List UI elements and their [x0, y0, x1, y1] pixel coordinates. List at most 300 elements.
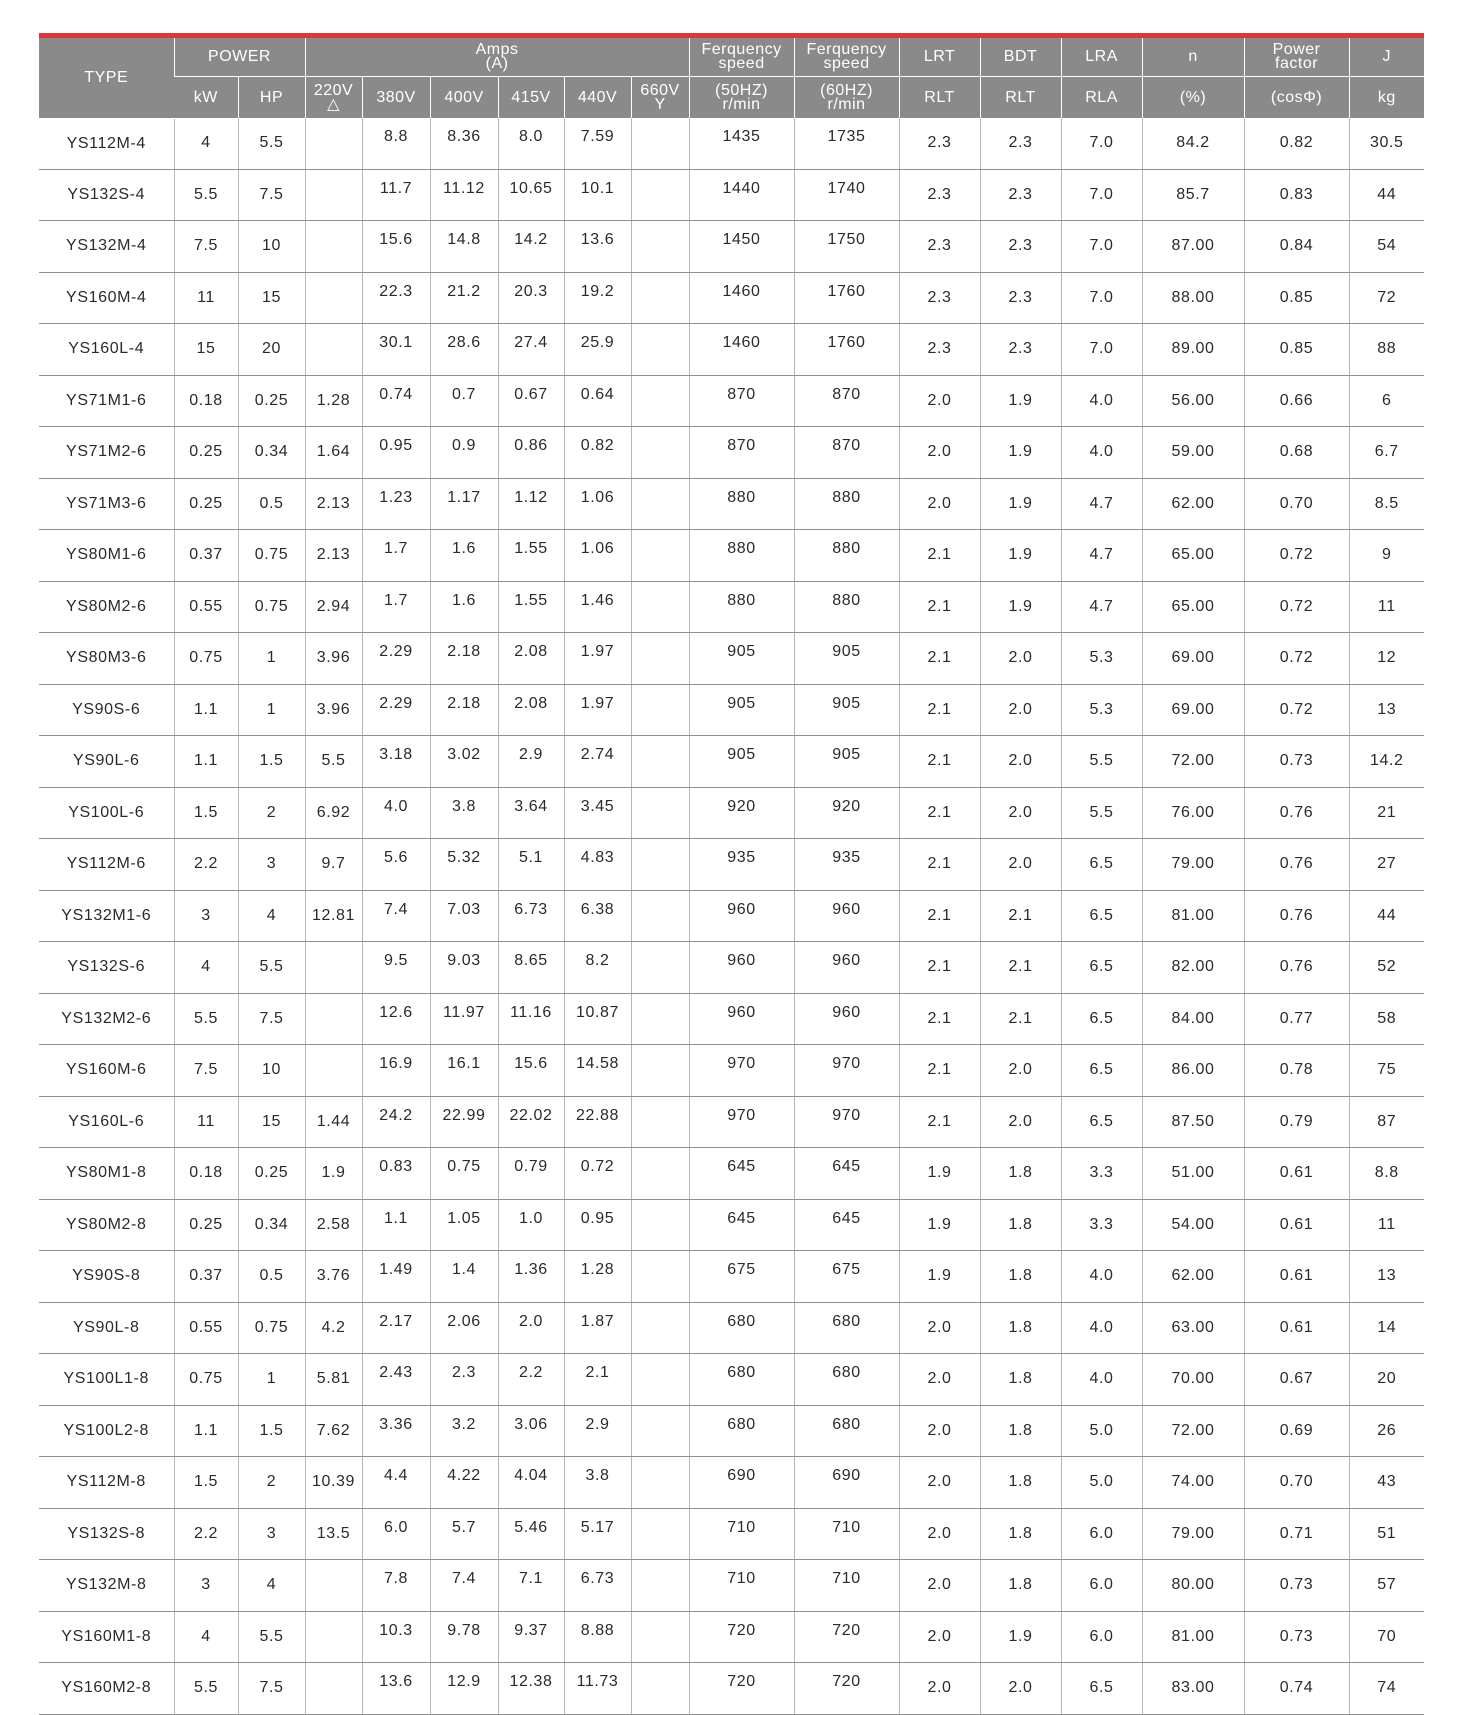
cell-bdt: 2.1: [980, 993, 1061, 1045]
cell-bdt: 1.9: [980, 427, 1061, 479]
cell-amps-400v: 2.18: [430, 684, 498, 736]
cell-amps-380v: 1.1: [362, 1199, 430, 1251]
cell-amps-440v: 22.88: [564, 1096, 631, 1148]
cell-amps-415v: 5.1: [498, 839, 564, 891]
cell-amps-380v: 2.43: [362, 1354, 430, 1406]
cell-lra: 7.0: [1061, 221, 1142, 273]
cell-speed-50hz: 905: [689, 684, 794, 736]
cell-amps-380v: 16.9: [362, 1045, 430, 1097]
cell-lra: 5.5: [1061, 787, 1142, 839]
cell-amps-400v: 28.6: [430, 324, 498, 376]
cell-bdt: 2.1: [980, 942, 1061, 994]
cell-amps-440v: 5.17: [564, 1508, 631, 1560]
cell-type: YS100L2-8: [39, 1405, 174, 1457]
header-660v: [631, 77, 689, 119]
cell-power-factor: 0.83: [1244, 169, 1349, 221]
cell-amps-415v: 0.79: [498, 1148, 564, 1200]
cell-speed-60hz: 960: [794, 942, 899, 994]
cell-amps-660v: [631, 787, 689, 839]
cell-amps-660v: [631, 633, 689, 685]
table-row: [39, 1405, 1424, 1457]
cell-kw: 3: [174, 1560, 238, 1612]
cell-hp: 10: [238, 221, 305, 273]
cell-speed-60hz: 870: [794, 427, 899, 479]
header-400v: 400V: [430, 77, 498, 119]
cell-amps-440v: 7.59: [564, 118, 631, 169]
cell-amps-440v: 1.06: [564, 478, 631, 530]
cell-amps-380v: 10.3: [362, 1611, 430, 1663]
cell-speed-50hz: 905: [689, 736, 794, 788]
cell-type: YS90L-6: [39, 736, 174, 788]
cell-inertia: 20: [1349, 1354, 1424, 1406]
cell-efficiency: 86.00: [1142, 1045, 1244, 1097]
cell-hp: 1: [238, 633, 305, 685]
cell-amps-440v: 3.45: [564, 787, 631, 839]
cell-lrt: 2.0: [899, 1405, 980, 1457]
header-power-factor-line2: factor: [1275, 55, 1319, 72]
cell-kw: 3: [174, 890, 238, 942]
cell-inertia: 43: [1349, 1457, 1424, 1509]
cell-amps-660v: [631, 1148, 689, 1200]
cell-hp: 0.25: [238, 1148, 305, 1200]
cell-kw: 5.5: [174, 169, 238, 221]
cell-inertia: 70: [1349, 1611, 1424, 1663]
cell-lra: 7.0: [1061, 118, 1142, 169]
cell-inertia: 44: [1349, 890, 1424, 942]
cell-efficiency: 74.00: [1142, 1457, 1244, 1509]
cell-power-factor: 0.71: [1244, 1508, 1349, 1560]
cell-lrt: 1.9: [899, 1199, 980, 1251]
cell-bdt: 1.8: [980, 1148, 1061, 1200]
cell-kw: 0.25: [174, 1199, 238, 1251]
cell-amps-380v: 3.36: [362, 1405, 430, 1457]
cell-amps-220v: 1.44: [305, 1096, 362, 1148]
cell-bdt: 1.9: [980, 478, 1061, 530]
cell-lra: 6.0: [1061, 1611, 1142, 1663]
cell-amps-380v: 24.2: [362, 1096, 430, 1148]
cell-lrt: 2.0: [899, 1354, 980, 1406]
cell-type: YS80M1-8: [39, 1148, 174, 1200]
cell-kw: 1.5: [174, 1457, 238, 1509]
cell-speed-50hz: 960: [689, 890, 794, 942]
cell-hp: 0.75: [238, 1302, 305, 1354]
cell-lrt: 2.1: [899, 942, 980, 994]
cell-amps-440v: 13.6: [564, 221, 631, 273]
cell-hp: 7.5: [238, 993, 305, 1045]
cell-inertia: 44: [1349, 169, 1424, 221]
cell-efficiency: 89.00: [1142, 324, 1244, 376]
cell-inertia: 14: [1349, 1302, 1424, 1354]
cell-efficiency: 79.00: [1142, 839, 1244, 891]
table-row: [39, 890, 1424, 942]
cell-efficiency: 88.00: [1142, 272, 1244, 324]
cell-inertia: 58: [1349, 993, 1424, 1045]
cell-amps-415v: 1.55: [498, 581, 564, 633]
cell-speed-50hz: 680: [689, 1405, 794, 1457]
cell-speed-50hz: 960: [689, 993, 794, 1045]
cell-amps-380v: 3.18: [362, 736, 430, 788]
cell-efficiency: 54.00: [1142, 1199, 1244, 1251]
header-415v: 415V: [498, 77, 564, 119]
cell-speed-50hz: 880: [689, 581, 794, 633]
cell-speed-60hz: 905: [794, 684, 899, 736]
cell-inertia: 9: [1349, 530, 1424, 582]
header-power: POWER: [174, 38, 305, 77]
cell-amps-660v: [631, 118, 689, 169]
cell-kw: 7.5: [174, 221, 238, 273]
cell-speed-50hz: 880: [689, 478, 794, 530]
cell-hp: 3: [238, 839, 305, 891]
cell-amps-440v: 10.1: [564, 169, 631, 221]
cell-amps-660v: [631, 1405, 689, 1457]
table-row: [39, 1354, 1424, 1406]
cell-speed-50hz: 935: [689, 839, 794, 891]
cell-lra: 6.5: [1061, 993, 1142, 1045]
cell-type: YS71M3-6: [39, 478, 174, 530]
cell-type: YS132M-4: [39, 221, 174, 273]
cell-hp: 1.5: [238, 1405, 305, 1457]
cell-hp: 0.5: [238, 478, 305, 530]
cell-amps-220v: 5.5: [305, 736, 362, 788]
cell-speed-50hz: 680: [689, 1354, 794, 1406]
cell-speed-60hz: 710: [794, 1560, 899, 1612]
cell-amps-415v: 2.2: [498, 1354, 564, 1406]
cell-type: YS100L1-8: [39, 1354, 174, 1406]
table-row: [39, 478, 1424, 530]
cell-lra: 4.0: [1061, 427, 1142, 479]
cell-speed-60hz: 645: [794, 1199, 899, 1251]
cell-amps-415v: 20.3: [498, 272, 564, 324]
cell-type: YS112M-4: [39, 118, 174, 169]
header-kg: kg: [1349, 77, 1424, 119]
cell-power-factor: 0.76: [1244, 890, 1349, 942]
cell-amps-400v: 1.17: [430, 478, 498, 530]
table-row: [39, 839, 1424, 891]
header-660v-line2: Y: [654, 95, 666, 113]
cell-amps-440v: 10.87: [564, 993, 631, 1045]
cell-speed-60hz: 970: [794, 1096, 899, 1148]
cell-bdt: 2.0: [980, 1096, 1061, 1148]
cell-power-factor: 0.72: [1244, 633, 1349, 685]
cell-bdt: 1.9: [980, 530, 1061, 582]
cell-lrt: 2.1: [899, 787, 980, 839]
cell-speed-60hz: 1740: [794, 169, 899, 221]
cell-amps-220v: [305, 1560, 362, 1612]
cell-hp: 1: [238, 684, 305, 736]
cell-lrt: 2.1: [899, 530, 980, 582]
cell-type: YS132M-8: [39, 1560, 174, 1612]
cell-kw: 0.18: [174, 1148, 238, 1200]
cell-amps-440v: 1.06: [564, 530, 631, 582]
cell-amps-440v: 3.8: [564, 1457, 631, 1509]
cell-amps-440v: 6.73: [564, 1560, 631, 1612]
cell-efficiency: 56.00: [1142, 375, 1244, 427]
header-freq-60: [794, 38, 899, 77]
header-freq-50-line1: Ferquency: [701, 41, 782, 58]
cell-amps-380v: 9.5: [362, 942, 430, 994]
cell-kw: 1.1: [174, 736, 238, 788]
table-row: [39, 118, 1424, 169]
cell-lra: 6.5: [1061, 890, 1142, 942]
cell-amps-415v: 0.86: [498, 427, 564, 479]
cell-efficiency: 72.00: [1142, 1405, 1244, 1457]
cell-kw: 4: [174, 118, 238, 169]
cell-inertia: 30.5: [1349, 118, 1424, 169]
cell-amps-220v: 7.62: [305, 1405, 362, 1457]
header-percent: (%): [1142, 77, 1244, 119]
cell-speed-60hz: 920: [794, 787, 899, 839]
table-row: [39, 1560, 1424, 1612]
cell-amps-440v: 8.88: [564, 1611, 631, 1663]
cell-amps-415v: 2.08: [498, 684, 564, 736]
cell-speed-60hz: 905: [794, 633, 899, 685]
cell-amps-400v: 0.7: [430, 375, 498, 427]
cell-lrt: 2.0: [899, 1457, 980, 1509]
cell-lrt: 2.0: [899, 1560, 980, 1612]
cell-hp: 2: [238, 787, 305, 839]
cell-amps-415v: 7.1: [498, 1560, 564, 1612]
cell-amps-380v: 13.6: [362, 1663, 430, 1715]
table-row: [39, 1148, 1424, 1200]
header-220v-line1: 220V: [313, 81, 354, 99]
cell-speed-60hz: 905: [794, 736, 899, 788]
cell-power-factor: 0.78: [1244, 1045, 1349, 1097]
header-660v-line1: 660V: [640, 81, 680, 99]
cell-amps-380v: 15.6: [362, 221, 430, 273]
cell-power-factor: 0.69: [1244, 1405, 1349, 1457]
cell-speed-50hz: 970: [689, 1045, 794, 1097]
cell-type: YS80M3-6: [39, 633, 174, 685]
cell-amps-660v: [631, 1560, 689, 1612]
cell-amps-380v: 0.95: [362, 427, 430, 479]
cell-speed-50hz: 1440: [689, 169, 794, 221]
cell-type: YS90S-6: [39, 684, 174, 736]
cell-type: YS71M1-6: [39, 375, 174, 427]
cell-lrt: 2.1: [899, 736, 980, 788]
cell-speed-60hz: 970: [794, 1045, 899, 1097]
cell-lra: 4.7: [1061, 478, 1142, 530]
cell-power-factor: 0.82: [1244, 118, 1349, 169]
cell-power-factor: 0.72: [1244, 530, 1349, 582]
cell-speed-50hz: 690: [689, 1457, 794, 1509]
cell-lra: 7.0: [1061, 324, 1142, 376]
cell-kw: 4: [174, 942, 238, 994]
cell-hp: 0.34: [238, 427, 305, 479]
cell-amps-380v: 12.6: [362, 993, 430, 1045]
table-row: [39, 942, 1424, 994]
cell-amps-415v: 5.46: [498, 1508, 564, 1560]
cell-power-factor: 0.61: [1244, 1302, 1349, 1354]
cell-amps-400v: 2.06: [430, 1302, 498, 1354]
cell-speed-60hz: 880: [794, 581, 899, 633]
header-440v: 440V: [564, 77, 631, 119]
cell-inertia: 8.5: [1349, 478, 1424, 530]
cell-amps-440v: 1.97: [564, 684, 631, 736]
table-row: [39, 1302, 1424, 1354]
header-amps-title: Amps: [475, 41, 519, 58]
cell-lra: 5.5: [1061, 736, 1142, 788]
cell-amps-440v: 2.9: [564, 1405, 631, 1457]
header-380v: 380V: [362, 77, 430, 119]
cell-amps-660v: [631, 890, 689, 942]
cell-lra: 6.5: [1061, 942, 1142, 994]
cell-amps-400v: 9.78: [430, 1611, 498, 1663]
header-type: TYPE: [39, 38, 174, 118]
cell-bdt: 1.8: [980, 1251, 1061, 1303]
cell-speed-60hz: 720: [794, 1611, 899, 1663]
cell-efficiency: 81.00: [1142, 890, 1244, 942]
cell-amps-660v: [631, 581, 689, 633]
cell-amps-440v: 8.2: [564, 942, 631, 994]
cell-amps-400v: 8.36: [430, 118, 498, 169]
cell-lra: 4.0: [1061, 1354, 1142, 1406]
cell-amps-380v: 2.17: [362, 1302, 430, 1354]
cell-amps-660v: [631, 324, 689, 376]
cell-speed-60hz: 1750: [794, 221, 899, 273]
cell-amps-220v: 2.13: [305, 478, 362, 530]
cell-bdt: 2.0: [980, 736, 1061, 788]
cell-amps-415v: 3.06: [498, 1405, 564, 1457]
header-freq-50: [689, 38, 794, 77]
cell-bdt: 1.8: [980, 1560, 1061, 1612]
cell-power-factor: 0.73: [1244, 736, 1349, 788]
cell-type: YS132S-4: [39, 169, 174, 221]
cell-type: YS160M2-8: [39, 1663, 174, 1715]
cell-efficiency: 63.00: [1142, 1302, 1244, 1354]
cell-amps-660v: [631, 221, 689, 273]
cell-lra: 6.0: [1061, 1508, 1142, 1560]
cell-amps-660v: [631, 736, 689, 788]
cell-amps-660v: [631, 272, 689, 324]
cell-amps-400v: 12.9: [430, 1663, 498, 1715]
cell-amps-220v: 2.13: [305, 530, 362, 582]
cell-inertia: 13: [1349, 1251, 1424, 1303]
cell-bdt: 1.8: [980, 1302, 1061, 1354]
header-60hz: [794, 77, 899, 119]
cell-inertia: 26: [1349, 1405, 1424, 1457]
cell-bdt: 2.0: [980, 839, 1061, 891]
cell-amps-415v: 14.2: [498, 221, 564, 273]
cell-lrt: 2.3: [899, 169, 980, 221]
cell-amps-220v: 1.28: [305, 375, 362, 427]
cell-efficiency: 81.00: [1142, 1611, 1244, 1663]
cell-amps-220v: 3.96: [305, 633, 362, 685]
header-rlt-lrt: RLT: [899, 77, 980, 119]
cell-type: YS160L-6: [39, 1096, 174, 1148]
cell-lrt: 1.9: [899, 1148, 980, 1200]
cell-amps-440v: 11.73: [564, 1663, 631, 1715]
cell-bdt: 1.8: [980, 1354, 1061, 1406]
cell-amps-415v: 27.4: [498, 324, 564, 376]
header-amps-unit: (A): [485, 55, 509, 72]
cell-lra: 3.3: [1061, 1148, 1142, 1200]
cell-power-factor: 0.85: [1244, 324, 1349, 376]
table-header: [39, 38, 1424, 118]
cell-amps-380v: 1.49: [362, 1251, 430, 1303]
cell-amps-440v: 0.82: [564, 427, 631, 479]
cell-type: YS80M1-6: [39, 530, 174, 582]
cell-amps-220v: 3.76: [305, 1251, 362, 1303]
cell-efficiency: 83.00: [1142, 1663, 1244, 1715]
cell-speed-60hz: 645: [794, 1148, 899, 1200]
cell-speed-50hz: 1460: [689, 272, 794, 324]
cell-lra: 5.3: [1061, 633, 1142, 685]
cell-hp: 4: [238, 1560, 305, 1612]
cell-type: YS90S-8: [39, 1251, 174, 1303]
cell-lrt: 2.0: [899, 427, 980, 479]
cell-type: YS160M-4: [39, 272, 174, 324]
header-power-factor: [1244, 38, 1349, 77]
cell-inertia: 57: [1349, 1560, 1424, 1612]
cell-amps-440v: 0.95: [564, 1199, 631, 1251]
cell-bdt: 2.3: [980, 118, 1061, 169]
header-rlt-bdt: RLT: [980, 77, 1061, 119]
cell-bdt: 2.0: [980, 633, 1061, 685]
cell-hp: 5.5: [238, 118, 305, 169]
cell-lra: 3.3: [1061, 1199, 1142, 1251]
cell-efficiency: 62.00: [1142, 478, 1244, 530]
table-row: [39, 581, 1424, 633]
cell-amps-415v: 8.65: [498, 942, 564, 994]
table-row: [39, 1457, 1424, 1509]
cell-inertia: 11: [1349, 1199, 1424, 1251]
cell-type: YS90L-8: [39, 1302, 174, 1354]
cell-inertia: 74: [1349, 1663, 1424, 1715]
cell-inertia: 88: [1349, 324, 1424, 376]
cell-power-factor: 0.85: [1244, 272, 1349, 324]
cell-amps-415v: 1.36: [498, 1251, 564, 1303]
header-220v: [305, 77, 362, 119]
cell-lrt: 2.1: [899, 839, 980, 891]
header-lrt: LRT: [899, 38, 980, 77]
cell-efficiency: 87.00: [1142, 221, 1244, 273]
cell-amps-380v: 0.74: [362, 375, 430, 427]
cell-amps-400v: 3.02: [430, 736, 498, 788]
cell-kw: 15: [174, 324, 238, 376]
cell-amps-220v: 9.7: [305, 839, 362, 891]
cell-kw: 0.25: [174, 427, 238, 479]
cell-speed-50hz: 880: [689, 530, 794, 582]
header-60hz-line2: r/min: [827, 95, 866, 113]
cell-speed-60hz: 960: [794, 993, 899, 1045]
cell-lrt: 2.3: [899, 221, 980, 273]
cell-lra: 4.7: [1061, 530, 1142, 582]
table-row: [39, 787, 1424, 839]
cell-amps-220v: [305, 1045, 362, 1097]
cell-lra: 5.0: [1061, 1457, 1142, 1509]
cell-inertia: 52: [1349, 942, 1424, 994]
cell-amps-220v: 6.92: [305, 787, 362, 839]
cell-amps-220v: 2.58: [305, 1199, 362, 1251]
cell-type: YS71M2-6: [39, 427, 174, 479]
cell-speed-50hz: 870: [689, 427, 794, 479]
cell-power-factor: 0.72: [1244, 684, 1349, 736]
cell-speed-50hz: 675: [689, 1251, 794, 1303]
cell-lrt: 2.1: [899, 1045, 980, 1097]
cell-amps-440v: 2.1: [564, 1354, 631, 1406]
cell-amps-440v: 4.83: [564, 839, 631, 891]
cell-amps-380v: 22.3: [362, 272, 430, 324]
cell-hp: 4: [238, 890, 305, 942]
table-row: [39, 736, 1424, 788]
cell-amps-380v: 11.7: [362, 169, 430, 221]
cell-amps-660v: [631, 942, 689, 994]
cell-amps-415v: 15.6: [498, 1045, 564, 1097]
cell-amps-220v: 1.64: [305, 427, 362, 479]
cell-efficiency: 72.00: [1142, 736, 1244, 788]
header-freq-50-line2: speed: [718, 55, 765, 72]
cell-bdt: 1.8: [980, 1508, 1061, 1560]
